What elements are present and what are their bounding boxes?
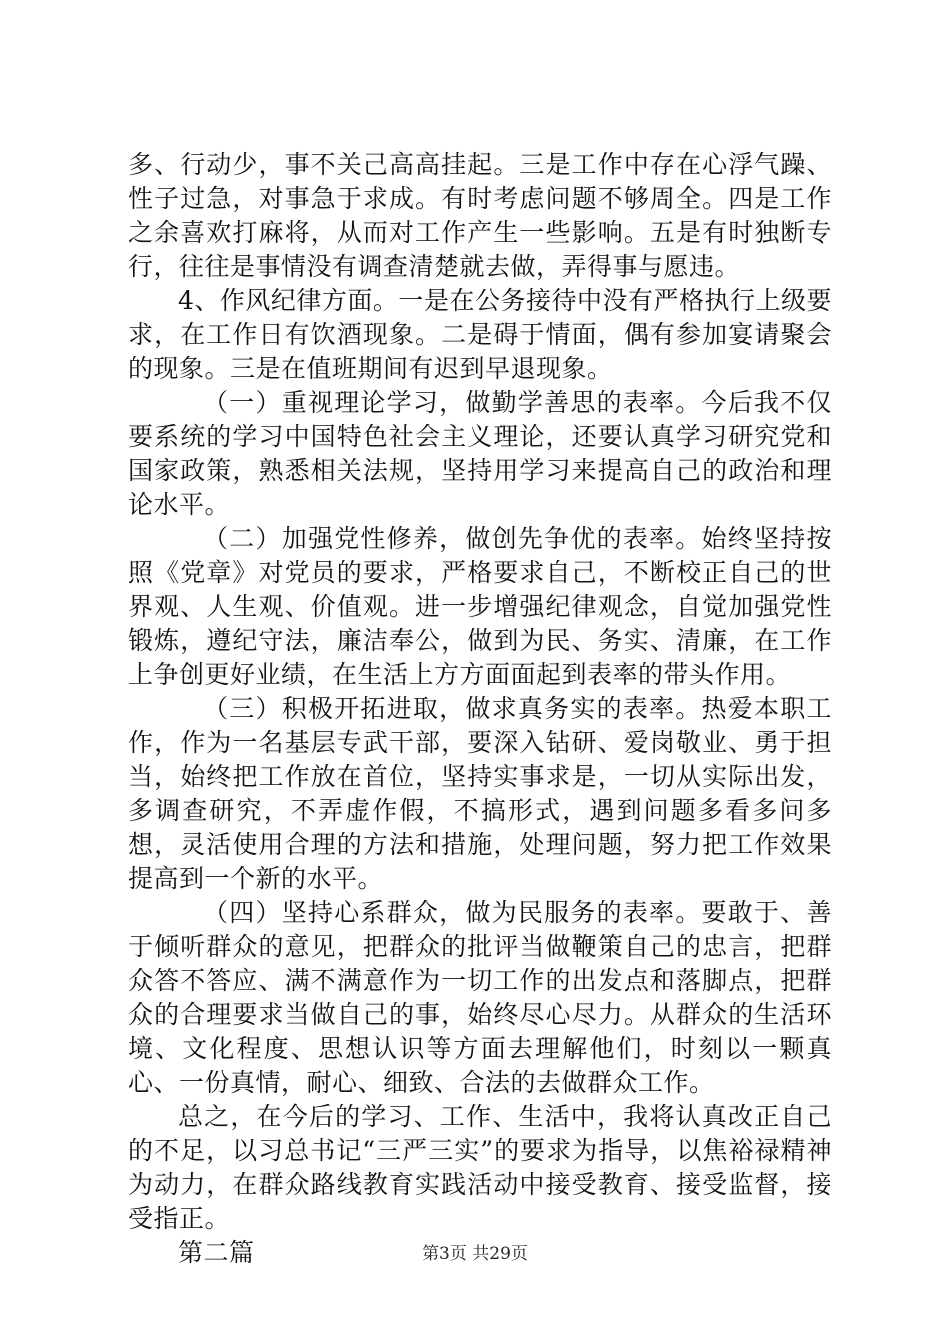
paragraph-party-spirit: （二）加强党性修养，做创先争优的表率。始终坚持按照《党章》对党员的要求，严格要求自己，不断校正自己的世界观、人生观、价值观。进一步增强纪律观念，自觉加强党性锻炼，遵纪守法，廉洁奉公，做到为民、务实、清廉，在工作上争创更好业绩，在生活上方方面面起到表率的带头作用。 [128, 524, 832, 689]
paragraph-pioneering: （三）积极开拓进取，做求真务实的表率。热爱本职工作，作为一名基层专武干部，要深入钻研、爱岗敬业、勇于担当，始终把工作放在首位，坚持实事求是，一切从实际出发，多调查研究，不弄虚作假，不搞形式，遇到问题多看多问多想，灵活使用合理的方法和措施，处理问题，努力把工作效果提高到一个新的水平。 [128, 694, 832, 893]
paragraph-continuation: 多、行动少，事不关己高高挂起。三是工作中存在心浮气躁、性子过急，对事急于求成。有时考虑问题不够周全。四是工作之余喜欢打麻将，从而对工作产生一些影响。五是有时独断专行，往往是事情没有调查清楚就去做，弄得事与愿违。 [128, 150, 832, 281]
page-footer: 第3页 共29页 [422, 1244, 528, 1264]
paragraph-conclusion: 总之，在今后的学习、工作、生活中，我将认真改正自己的不足，以习总书记“三严三实”的要求为指导，以焦裕禄精神为动力，在群众路线教育实践活动中接受教育、接受监督，接受指正。 [128, 1102, 832, 1233]
paragraph-discipline: 4、作风纪律方面。一是在公务接待中没有严格执行上级要求，在工作日有饮酒现象。二是碍于情面，偶有参加宴请聚会的现象。三是在值班期间有迟到早退现象。 [128, 286, 832, 383]
paragraph-serve-people: （四）坚持心系群众，做为民服务的表率。要敢于、善于倾听群众的意见，把群众的批评当做鞭策自己的忠言，把群众答不答应、满不满意作为一切工作的出发点和落脚点，把群众的合理要求当做自己的事，始终尽心尽力。从群众的生活环境、文化程度、思想认识等方面去理解他们，时刻以一颗真心、一份真情，耐心、细致、合法的去做群众工作。 [128, 898, 832, 1097]
paragraph-theory-study: （一）重视理论学习，做勤学善思的表率。今后我不仅要系统的学习中国特色社会主义理论，还要认真学习研究党和国家政策，熟悉相关法规，坚持用学习来提高自己的政治和理论水平。 [128, 388, 832, 519]
section-heading-part-two: 第二篇 [178, 1238, 255, 1267]
document-body [128, 148, 832, 1270]
